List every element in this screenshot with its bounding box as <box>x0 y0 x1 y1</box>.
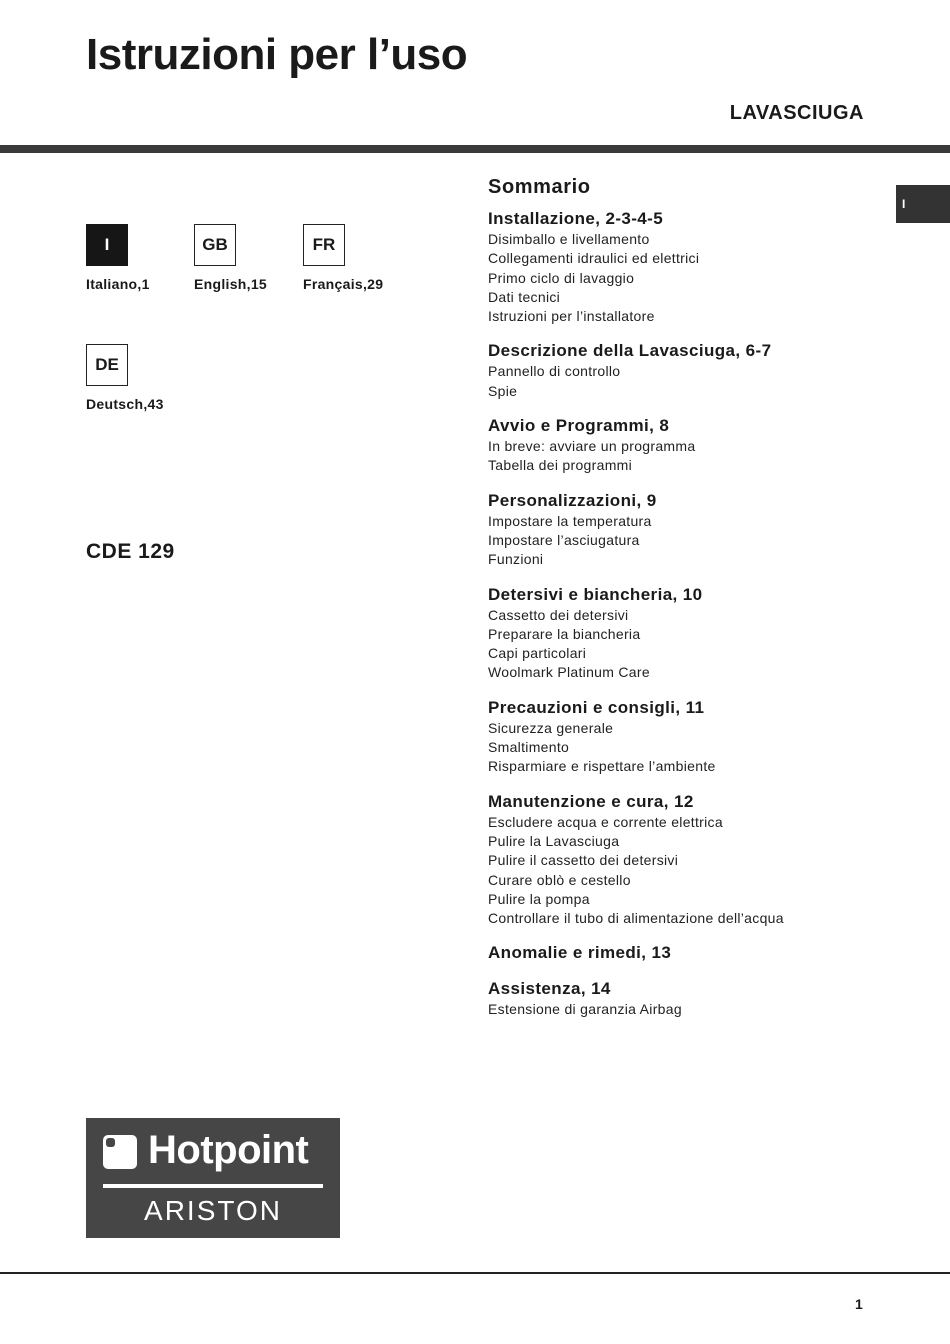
toc-item[interactable]: Escludere acqua e corrente elettrica <box>488 813 723 830</box>
toc-item[interactable]: Tabella dei programmi <box>488 457 633 474</box>
brand-mark-icon <box>103 1135 137 1169</box>
toc-section[interactable] <box>488 942 888 964</box>
toc-item[interactable]: Disimballo e livellamento <box>488 231 650 247</box>
toc-item[interactable]: In breve: avviare un programma <box>488 438 696 455</box>
toc-section-title[interactable]: Manutenzione e cura, 12 <box>488 791 694 811</box>
toc-sections <box>488 208 888 1020</box>
toc-item[interactable]: Impostare la temperatura <box>488 512 652 529</box>
toc-section[interactable] <box>488 340 888 401</box>
toc-item[interactable]: Controllare il tubo di alimentazione dell’acqua <box>488 910 784 927</box>
language-code-box: GB <box>194 224 236 266</box>
language-code-box: FR <box>303 224 345 266</box>
header-divider <box>0 145 950 153</box>
language-code-box: I <box>86 224 128 266</box>
document-title: Istruzioni per l’uso <box>86 30 468 79</box>
language-italiano[interactable] <box>86 224 186 292</box>
toc-section[interactable] <box>488 415 888 476</box>
toc-item[interactable]: Preparare la biancheria <box>488 625 641 642</box>
toc-item[interactable]: Sicurezza generale <box>488 719 614 736</box>
footer-divider <box>0 1272 950 1274</box>
toc-section-title[interactable]: Avvio e Programmi, 8 <box>488 416 670 436</box>
toc-item[interactable]: Capi particolari <box>488 645 587 662</box>
toc-item[interactable]: Smaltimento <box>488 739 570 756</box>
toc-section-title[interactable]: Installazione, 2-3-4-5 <box>488 209 664 228</box>
toc-section-title[interactable]: Personalizzazioni, 9 <box>488 490 657 510</box>
toc-heading: Sommario <box>488 176 591 198</box>
toc-item[interactable]: Risparmiare e rispettare l’ambiente <box>488 758 716 775</box>
toc-item[interactable]: Pulire la pompa <box>488 890 590 907</box>
toc-section[interactable] <box>488 208 888 326</box>
toc-section-title[interactable]: Anomalie e rimedi, 13 <box>488 943 672 963</box>
toc-section[interactable] <box>488 791 888 929</box>
language-label: English,15 <box>194 276 268 292</box>
page-number: 1 <box>855 1296 863 1312</box>
toc-item[interactable]: Collegamenti idraulici ed elettrici <box>488 250 700 267</box>
toc-item[interactable]: Cassetto dei detersivi <box>488 606 629 623</box>
toc-section-title[interactable]: Descrizione della Lavasciuga, 6-7 <box>488 341 772 361</box>
table-of-contents <box>488 176 888 1034</box>
hotpoint-ariston-logo <box>86 1118 340 1238</box>
language-deutsch[interactable] <box>86 344 186 412</box>
toc-section-title[interactable]: Detersivi e biancheria, 10 <box>488 584 703 604</box>
logo-divider <box>103 1184 323 1188</box>
toc-item[interactable]: Istruzioni per l’installatore <box>488 308 655 325</box>
language-label: Français,29 <box>303 276 384 292</box>
toc-section[interactable] <box>488 978 888 1019</box>
toc-item[interactable]: Pulire la Lavasciuga <box>488 832 620 849</box>
toc-section-title[interactable]: Assistenza, 14 <box>488 979 611 999</box>
toc-item[interactable]: Funzioni <box>488 551 544 568</box>
toc-section[interactable] <box>488 490 888 570</box>
toc-item[interactable]: Woolmark Platinum Care <box>488 664 650 681</box>
toc-item[interactable]: Dati tecnici <box>488 288 561 305</box>
language-francais[interactable] <box>303 224 403 292</box>
toc-item[interactable]: Impostare l’asciugatura <box>488 531 640 548</box>
model-number: CDE 129 <box>86 540 175 563</box>
logo-sub-text: ARISTON <box>144 1195 282 1226</box>
toc-section[interactable] <box>488 584 888 683</box>
language-english[interactable] <box>194 224 294 292</box>
toc-section[interactable] <box>488 697 888 777</box>
toc-item[interactable]: Pulire il cassetto dei detersivi <box>488 852 679 869</box>
toc-section-title[interactable]: Precauzioni e consigli, 11 <box>488 697 705 717</box>
toc-item[interactable]: Primo ciclo di lavaggio <box>488 269 635 286</box>
logo-brand-text: Hotpoint <box>148 1128 309 1172</box>
toc-item[interactable]: Curare oblò e cestello <box>488 871 631 888</box>
language-label: Italiano,1 <box>86 276 150 292</box>
language-label: Deutsch,43 <box>86 396 164 412</box>
product-type: LAVASCIUGA <box>729 102 864 124</box>
toc-item[interactable]: Spie <box>488 382 518 399</box>
toc-item[interactable]: Pannello di controllo <box>488 363 621 380</box>
language-code-box: DE <box>86 344 128 386</box>
toc-item[interactable]: Estensione di garanzia Airbag <box>488 1001 682 1018</box>
language-side-tab: I <box>896 185 950 223</box>
